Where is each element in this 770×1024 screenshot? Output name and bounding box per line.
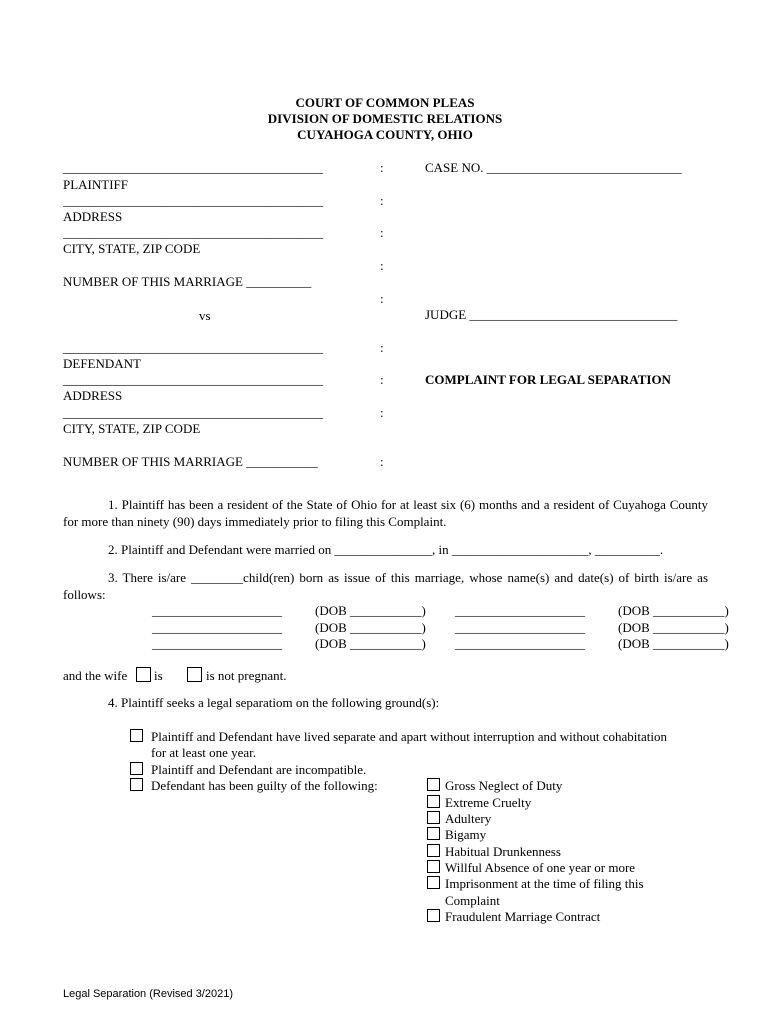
versus-label: vs: [199, 308, 211, 323]
residency-paragraph: 1. Plaintiff has been a resident of the State of Ohio for at least six (6) months and a resident of Cuyahoga County for more than ninety (90) days immediately prior to filing this Complaint.: [63, 497, 708, 529]
imprisonment-checkbox[interactable]: [427, 876, 440, 889]
wife-not-pregnant-checkbox[interactable]: [187, 667, 202, 682]
willful-absence-checkbox[interactable]: [427, 860, 440, 873]
plaintiff-address-field[interactable]: ________________________________________: [63, 193, 323, 208]
defendant-guilty-label: Defendant has been guilty of the following:: [151, 778, 378, 793]
defendant-name-field[interactable]: ________________________________________: [63, 340, 323, 355]
plaintiff-city-field[interactable]: ________________________________________: [63, 225, 323, 240]
case-number-field[interactable]: CASE NO. ______________________________: [425, 160, 682, 175]
child-name-field[interactable]: ____________________: [152, 603, 282, 618]
adultery-checkbox[interactable]: [427, 811, 440, 824]
marriage-paragraph[interactable]: 2. Plaintiff and Defendant were married on _______________, in _____________________, __________.: [108, 542, 664, 557]
defendant-city-label: CITY, STATE, ZIP CODE: [63, 421, 201, 436]
child-name-field[interactable]: ____________________: [455, 620, 585, 635]
form-revision-footer: Legal Separation (Revised 3/2021): [63, 988, 234, 1000]
wife-pregnancy-label: and the wife: [63, 668, 128, 683]
division-name: DIVISION OF DOMESTIC RELATIONS: [267, 111, 503, 126]
adultery-label: Adultery: [445, 811, 492, 826]
willful-absence-label: Willful Absence of one year or more: [445, 860, 636, 875]
imprisonment-label: Imprisonment at the time of filing this: [445, 876, 644, 891]
gross-neglect-checkbox[interactable]: [427, 778, 440, 791]
wife-not-pregnant-label: is not pregnant.: [206, 668, 287, 683]
caption-colon: :: [380, 405, 384, 420]
wife-is-label: is: [154, 668, 163, 683]
fraudulent-contract-checkbox[interactable]: [427, 909, 440, 922]
habitual-drunkenness-checkbox[interactable]: [427, 844, 440, 857]
children-paragraph: 3. There is/are ________child(ren) born as issue of this marriage, whose name(s) and date(s) of birth is/are as follows:: [63, 570, 708, 602]
incompatible-label: Plaintiff and Defendant are incompatible.: [151, 762, 367, 777]
child-dob-field[interactable]: (DOB ___________): [315, 636, 426, 651]
grounds-paragraph: 4. Plaintiff seeks a legal separatiom on the following ground(s):: [108, 695, 440, 710]
child-dob-field[interactable]: (DOB ___________): [618, 636, 729, 651]
defendant-guilty-checkbox[interactable]: [130, 778, 143, 791]
defendant-marriage-number[interactable]: NUMBER OF THIS MARRIAGE ___________: [63, 454, 318, 469]
caption-colon: :: [380, 160, 384, 175]
extreme-cruelty-label: Extreme Cruelty: [445, 795, 532, 810]
child-dob-field[interactable]: (DOB ___________): [618, 603, 729, 618]
plaintiff-label: PLAINTIFF: [63, 177, 129, 192]
caption-colon: :: [380, 372, 384, 387]
bigamy-label: Bigamy: [445, 827, 487, 842]
defendant-city-field[interactable]: ________________________________________: [63, 405, 323, 420]
child-name-field[interactable]: ____________________: [152, 636, 282, 651]
caption-colon: :: [380, 291, 384, 306]
bigamy-checkbox[interactable]: [427, 827, 440, 840]
child-dob-field[interactable]: (DOB ___________): [618, 620, 729, 635]
wife-is-pregnant-checkbox[interactable]: [136, 667, 151, 682]
child-name-field[interactable]: ____________________: [152, 620, 282, 635]
child-dob-field[interactable]: (DOB ___________): [315, 620, 426, 635]
complaint-title: COMPLAINT FOR LEGAL SEPARATION: [425, 372, 671, 387]
gross-neglect-label: Gross Neglect of Duty: [445, 778, 563, 793]
caption-colon: :: [380, 225, 384, 240]
child-name-field[interactable]: ____________________: [455, 603, 585, 618]
plaintiff-address-label: ADDRESS: [63, 209, 123, 224]
separate-apart-label: Plaintiff and Defendant have lived separate and apart without interruption and without cohabitation: [151, 729, 667, 744]
caption-colon: :: [380, 454, 384, 469]
caption-colon: :: [380, 340, 384, 355]
child-name-field[interactable]: ____________________: [455, 636, 585, 651]
incompatible-checkbox[interactable]: [130, 762, 143, 775]
defendant-label: DEFENDANT: [63, 356, 141, 371]
fraudulent-contract-label: Fraudulent Marriage Contract: [445, 909, 601, 924]
extreme-cruelty-checkbox[interactable]: [427, 795, 440, 808]
imprisonment-label-cont: Complaint: [445, 893, 500, 908]
plaintiff-marriage-number[interactable]: NUMBER OF THIS MARRIAGE __________: [63, 274, 312, 289]
caption-colon: :: [380, 193, 384, 208]
caption-colon: :: [380, 258, 384, 273]
court-name: COURT OF COMMON PLEAS: [295, 95, 475, 110]
plaintiff-name-field[interactable]: ________________________________________: [63, 160, 323, 175]
plaintiff-city-label: CITY, STATE, ZIP CODE: [63, 241, 201, 256]
separate-apart-label-cont: for at least one year.: [151, 745, 257, 760]
county-name: CUYAHOGA COUNTY, OHIO: [297, 127, 473, 142]
separate-apart-checkbox[interactable]: [130, 729, 143, 742]
defendant-address-label: ADDRESS: [63, 388, 123, 403]
child-dob-field[interactable]: (DOB ___________): [315, 603, 426, 618]
habitual-drunkenness-label: Habitual Drunkenness: [445, 844, 561, 859]
judge-field[interactable]: JUDGE ________________________________: [425, 307, 678, 322]
defendant-address-field[interactable]: ________________________________________: [63, 372, 323, 387]
